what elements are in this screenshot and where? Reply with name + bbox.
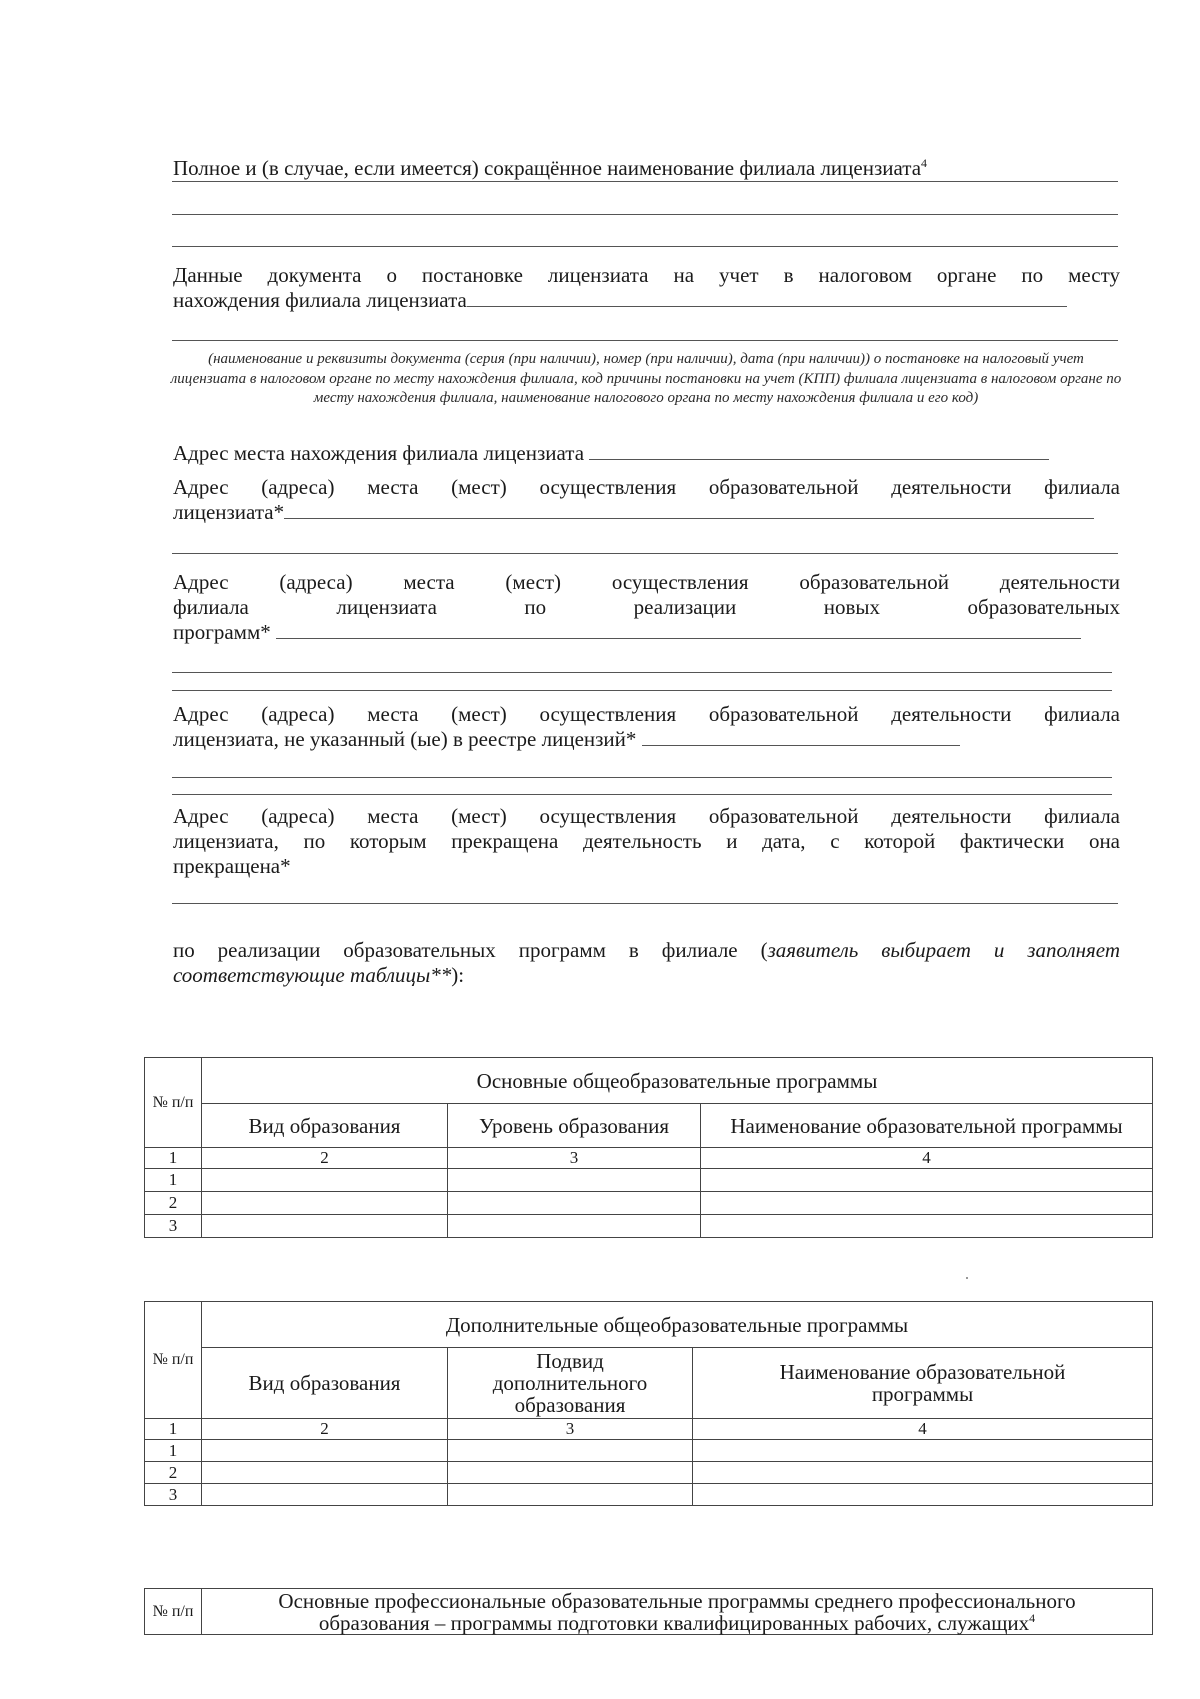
row-number-header: № п/п [145,1302,202,1419]
activity-address-field-line[interactable] [172,553,1118,554]
row-number: 1 [145,1169,202,1192]
professional-programs-table [144,1588,1153,1635]
table-cell[interactable] [448,1462,693,1484]
table-cell[interactable] [202,1169,448,1192]
tax-doc-field-line[interactable] [172,340,1118,341]
column-header: Уровень образования [448,1104,701,1148]
not-in-registry-address-label: Адрес (адреса) места (мест) осуществления образовательной деятельности филиала [173,702,1120,726]
new-programs-address-field-line[interactable] [172,672,1112,673]
row-number: 1 [145,1440,202,1462]
programs-intro: по реализации образовательных программ в филиале (заявитель выбирает и заполняет [173,938,1120,962]
new-programs-address-label: филиала лицензиата по реализации новых образовательных [173,595,1120,619]
table-title: Основные профессиональные образовательные программы среднего профессионального образования – программы подготовки квалифицированных рабочих, служащих$^4$ [202,1589,1153,1635]
terminated-address-label: Адрес (адреса) места (мест) осуществления образовательной деятельности филиала [173,804,1120,828]
table-row [145,1440,1153,1462]
branch-name-field-line[interactable] [172,246,1118,247]
terminated-address-label: лицензиата, по которым прекращена деятельность и дата, с которой фактически она [173,829,1120,853]
tax-doc-label: Данные документа о постановке лицензиата на учет в налоговом органе по месту [173,263,1120,287]
row-number-header: № п/п [145,1589,202,1635]
not-in-registry-address-field-line[interactable] [172,794,1112,795]
table-cell[interactable] [693,1440,1153,1462]
not-in-registry-address-field[interactable] [642,727,960,746]
activity-address-label: лицензиата* [173,500,1120,525]
scan-speck [966,1277,968,1279]
row-number: 2 [145,1192,202,1215]
new-programs-address-field[interactable] [276,620,1081,639]
column-header: Вид образования [202,1104,448,1148]
column-number: 3 [448,1148,701,1169]
terminated-address-field-line[interactable] [172,903,1118,904]
tax-doc-field[interactable] [467,288,1067,307]
table-cell[interactable] [701,1192,1153,1215]
column-number: 1 [145,1419,202,1440]
column-header: Наименование образовательной программы [701,1104,1153,1148]
table-cell[interactable] [448,1440,693,1462]
table-cell[interactable] [202,1484,448,1506]
programs-intro: соответствующие таблицы**): [173,963,465,987]
branch-address-field[interactable] [589,441,1049,460]
new-programs-address-label: Адрес (адреса) места (мест) осуществления образовательной деятельности [173,570,1120,594]
footnote-marker: 4 [921,156,928,170]
row-number: 2 [145,1462,202,1484]
column-number: 2 [202,1148,448,1169]
activity-address-label: Адрес (адреса) места (мест) осуществления образовательной деятельности филиала [173,475,1120,499]
table-cell[interactable] [202,1440,448,1462]
table-cell[interactable] [202,1192,448,1215]
branch-address-label: Адрес места нахождения филиала лицензиата [173,441,1123,466]
column-number: 4 [693,1419,1153,1440]
table-cell[interactable] [448,1484,693,1506]
branch-name-field-line[interactable] [172,181,1118,182]
row-number: 3 [145,1215,202,1238]
column-number: 4 [701,1148,1153,1169]
branch-name-field-line[interactable] [172,214,1118,215]
table-row [145,1462,1153,1484]
table-title: Основные общеобразовательные программы [202,1058,1153,1104]
row-number-header: № п/п [145,1058,202,1148]
table-cell[interactable] [701,1215,1153,1238]
table-row [145,1192,1153,1215]
general-programs-table [144,1057,1153,1238]
table-row [145,1484,1153,1506]
new-programs-address-label: программ* [173,620,1120,645]
table-cell[interactable] [448,1192,701,1215]
footnote-marker: 4 [1029,1610,1036,1625]
new-programs-address-field-line[interactable] [172,690,1112,691]
table-title: Дополнительные общеобразовательные программы [202,1302,1153,1348]
not-in-registry-address-label: лицензиата, не указанный (ые) в реестре лицензий* [173,727,1120,752]
row-number: 3 [145,1484,202,1506]
table-cell[interactable] [693,1462,1153,1484]
table-cell[interactable] [202,1462,448,1484]
column-header: Наименование образовательной программы [693,1348,1153,1419]
table-cell[interactable] [448,1169,701,1192]
table-row [145,1215,1153,1238]
column-header: Вид образования [202,1348,448,1419]
table-cell[interactable] [448,1215,701,1238]
terminated-address-label: прекращена* [173,854,291,878]
column-header: Подвид дополнительного образования [448,1348,693,1419]
not-in-registry-address-field-line[interactable] [172,777,1112,778]
table-row [145,1169,1153,1192]
table-cell[interactable] [202,1215,448,1238]
column-number: 3 [448,1419,693,1440]
additional-programs-table [144,1301,1153,1506]
column-number: 2 [202,1419,448,1440]
column-number: 1 [145,1148,202,1169]
table-cell[interactable] [701,1169,1153,1192]
activity-address-field[interactable] [284,500,1094,519]
tax-doc-hint: (наименование и реквизиты документа (серия (при наличии), номер (при наличии), дата (при наличии)) о постановке на налоговый учет лицензиата в налоговом органе по месту нахождения филиала, код причины постановки на учет (КПП) филиала лицензиата в налоговом органе по месту нахождения филиала, наименование налогового органа по месту нахождения филиала и его код) [170,351,1122,406]
tax-doc-label: нахождения филиала лицензиата [173,288,1120,313]
branch-name-label: Полное и (в случае, если имеется) сокращённое наименование филиала лицензиата$^4$ [173,156,928,180]
table-cell[interactable] [693,1484,1153,1506]
